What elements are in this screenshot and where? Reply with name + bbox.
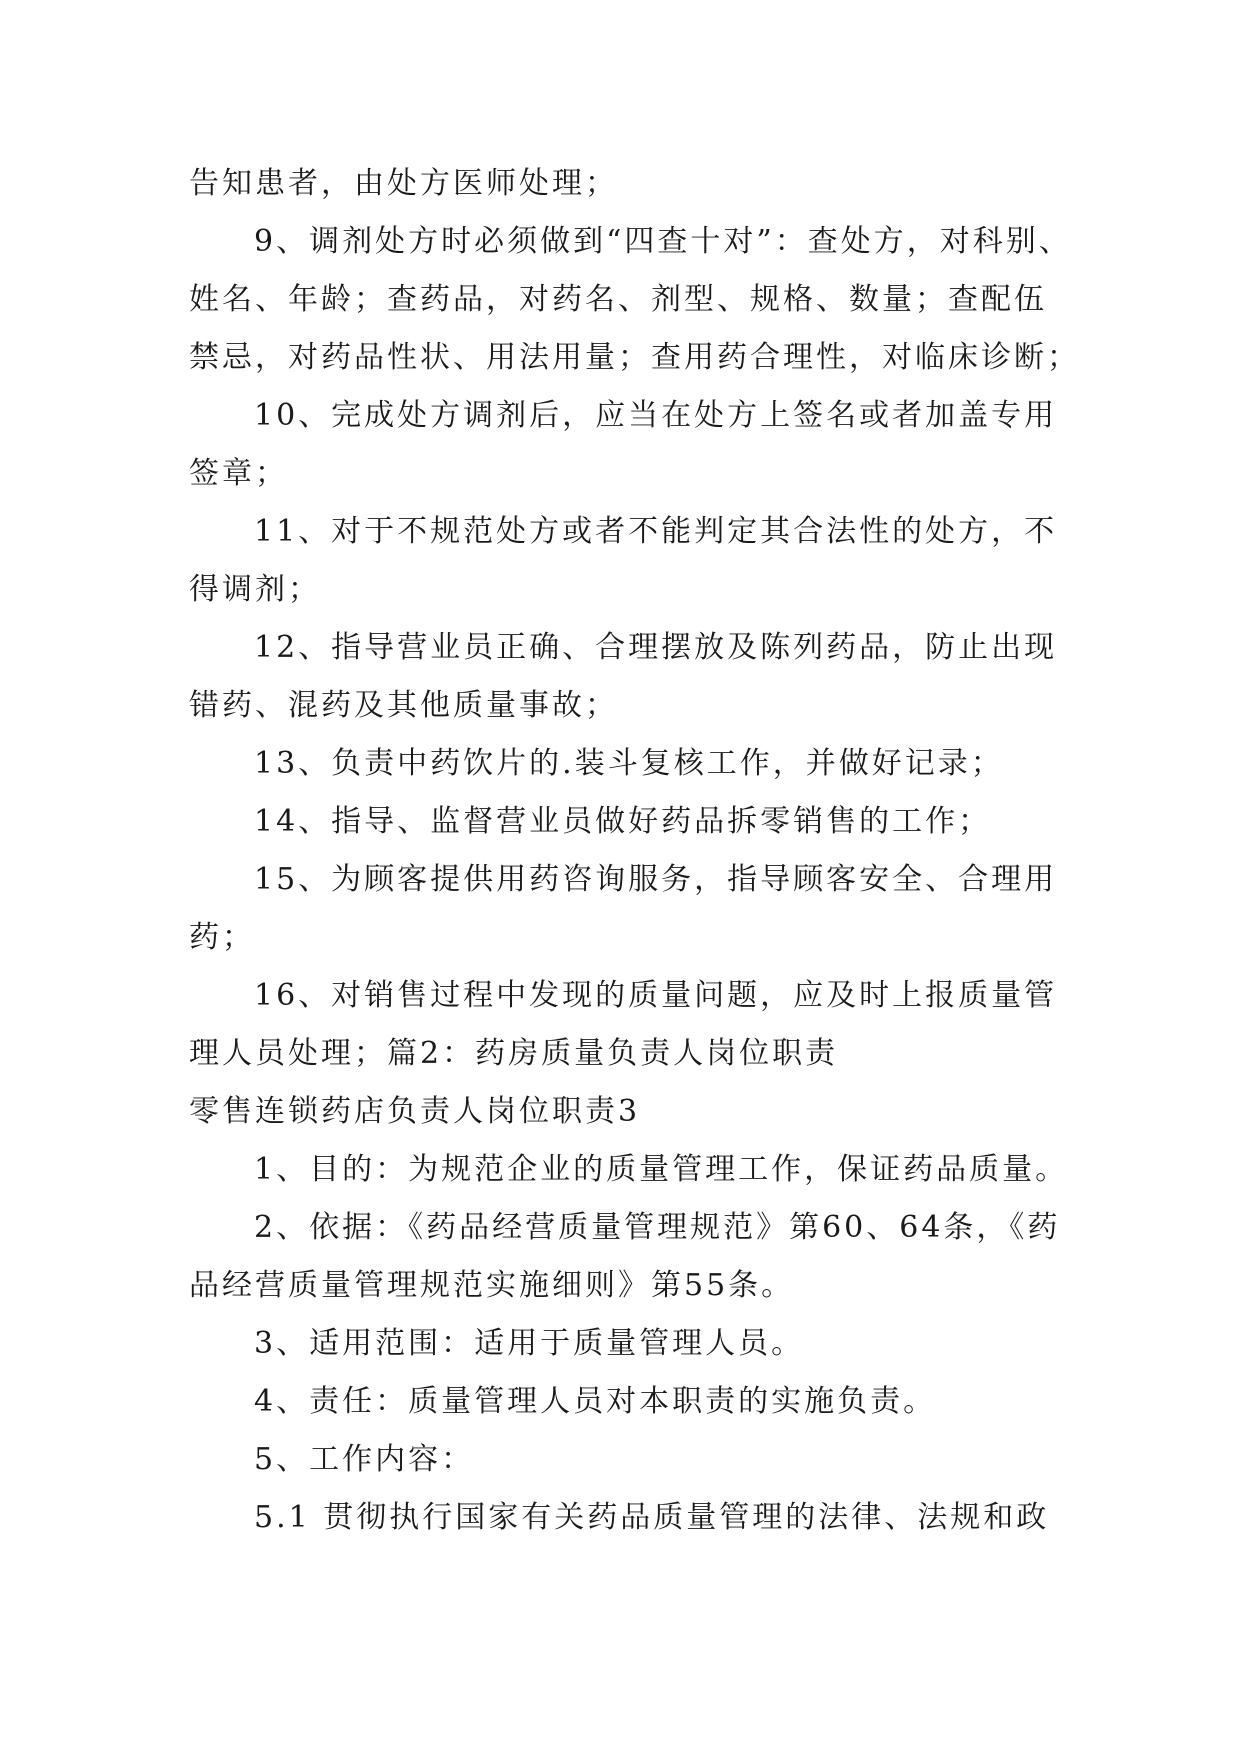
text-line: 4、责任：质量管理人员对本职责的实施负责。 [254,1384,937,1419]
text-line: 禁忌，对药品性状、用法用量；查用药合理性，对临床诊断； [189,340,1080,375]
text-line: 5.1 贯彻执行国家有关药品质量管理的法律、法规和政 [254,1500,1050,1535]
text-line: 3、适用范围：适用于质量管理人员。 [254,1326,805,1361]
text-line: 错药、混药及其他质量事故； [189,688,618,723]
text-line: 12、指导营业员正确、合理摆放及陈列药品，防止出现 [254,630,1058,665]
text-line: 告知患者，由处方医师处理； [189,166,618,201]
text-line: 得调剂； [189,572,321,607]
text-line: 5、工作内容： [254,1442,475,1477]
text-line: 2、依据：《药品经营质量管理规范》第60、64条，《药 [254,1210,1061,1245]
text-line: 13、负责中药饮片的.装斗复核工作，并做好记录； [254,746,1004,781]
text-line: 11、对于不规范处方或者不能判定其合法性的处方，不 [254,514,1058,549]
text-line: 品经营质量管理规范实施细则》第55条。 [189,1268,795,1303]
text-line: 1、目的：为规范企业的质量管理工作，保证药品质量。 [254,1152,1069,1187]
text-line: 零售连锁药店负责人岗位职责3 [189,1094,641,1129]
text-line: 药； [189,920,255,955]
text-line: 14、指导、监督营业员做好药品拆零销售的工作； [254,804,992,839]
text-line: 签章； [189,456,288,491]
text-line: 16、对销售过程中发现的质量问题，应及时上报质量管 [254,978,1058,1013]
text-line: 姓名、年龄；查药品，对药名、剂型、规格、数量；查配伍 [189,282,1047,317]
text-line: 10、完成处方调剂后，应当在处方上签名或者加盖专用 [254,398,1058,433]
text-line: 15、为顾客提供用药咨询服务，指导顾客安全、合理用 [254,862,1058,897]
text-line: 9、调剂处方时必须做到“四查十对”：查处方，对科别、 [254,224,1072,259]
text-line: 理人员处理；篇2：药房质量负责人岗位职责 [189,1036,839,1071]
